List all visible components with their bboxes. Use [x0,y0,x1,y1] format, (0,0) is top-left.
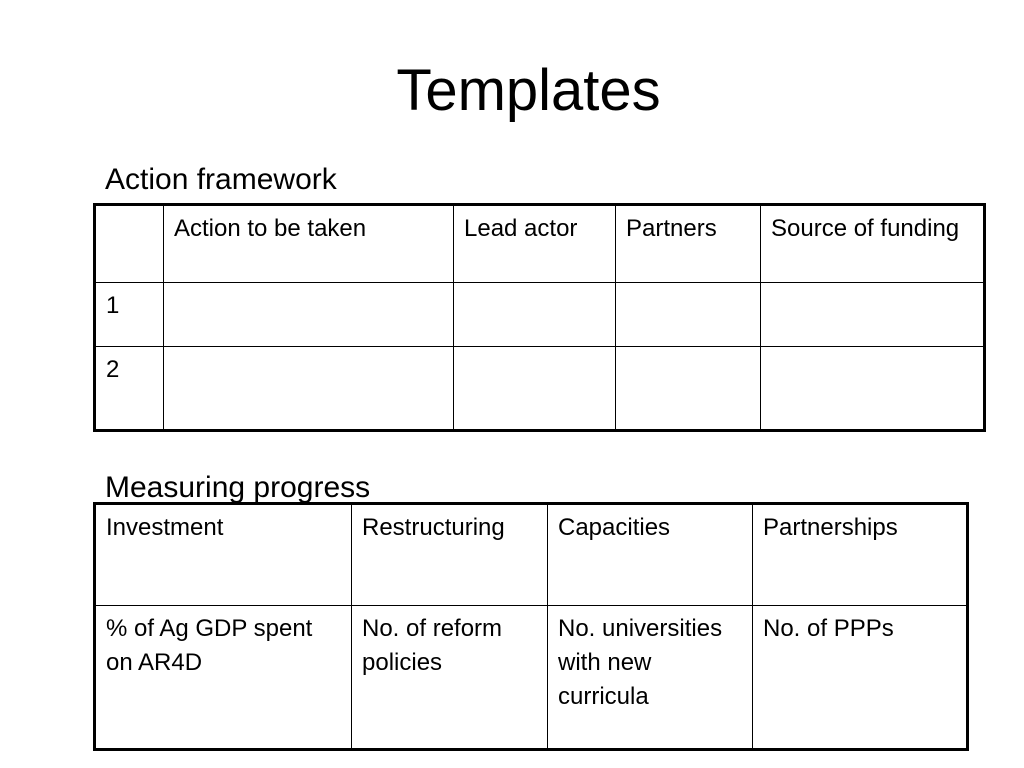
measuring-progress-table [93,502,969,751]
table-cell [761,347,985,431]
slide-title: Templates [396,58,661,123]
header-cell-investment: Investment [95,504,352,606]
table-cell: No. of PPPs [753,606,968,750]
table-header-row [95,504,968,606]
header-cell-partners: Partners [616,205,761,283]
table-row [95,283,985,347]
table-row [95,347,985,431]
header-cell-source-of-funding: Source of funding [761,205,985,283]
action-framework-table [93,203,986,432]
header-cell-action: Action to be taken [164,205,454,283]
table-cell [164,347,454,431]
table-cell: % of Ag GDP spent on AR4D [95,606,352,750]
measuring-progress-heading: Measuring progress [105,471,371,504]
table-cell [761,283,985,347]
header-cell-restructuring: Restructuring [352,504,548,606]
table-header-row [95,205,985,283]
table-cell: No. of reform policies [352,606,548,750]
table-cell [616,347,761,431]
table-cell: No. universities with new curricula [548,606,753,750]
row-number-cell: 1 [95,283,164,347]
table-cell [616,283,761,347]
table-cell [454,347,616,431]
row-number-cell: 2 [95,347,164,431]
header-cell-capacities: Capacities [548,504,753,606]
table-cell [454,283,616,347]
table-cell [164,283,454,347]
action-framework-heading: Action framework [105,163,337,196]
table-row [95,606,968,750]
header-cell-lead-actor: Lead actor [454,205,616,283]
header-cell-blank [95,205,164,283]
header-cell-partnerships: Partnerships [753,504,968,606]
